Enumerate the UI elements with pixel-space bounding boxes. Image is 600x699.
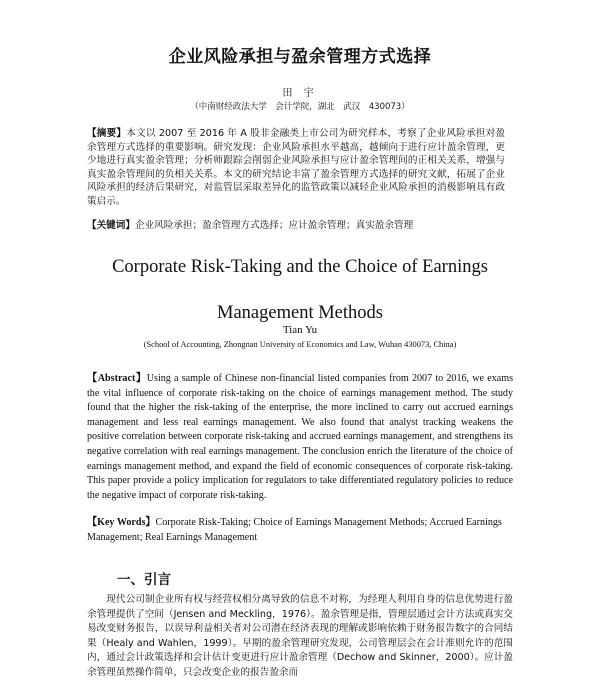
affiliation-chinese: （中南财经政法大学 会计学院，湖北 武汉 430073） <box>190 102 410 112</box>
paper-title-english <box>0 252 600 328</box>
keywords-label-english: 【Key Words】 <box>87 517 156 528</box>
abstract-label-chinese: 【摘要】 <box>87 128 127 139</box>
keywords-chinese <box>87 219 505 233</box>
paper-title-english-line2: Management Methods <box>217 303 383 323</box>
abstract-chinese <box>87 127 505 209</box>
author-name-chinese: 田 宇 <box>282 88 318 99</box>
abstract-label-english: 【Abstract】 <box>87 373 147 384</box>
section-heading-introduction: 一、引言 <box>117 572 171 588</box>
keywords-english <box>87 516 513 545</box>
keywords-label-chinese: 【关键词】 <box>87 220 135 231</box>
keywords-text-chinese: 企业风险承担；盈余管理方式选择；应计盈余管理；真实盈余管理 <box>134 220 414 231</box>
abstract-text-english: Using a sample of Chinese non-financial listed companies from 2007 to 2016, we exams the vital influence of corporate risk-taking on the choice of earnings management method. The study found that the higher the risk-taking of the enterprise, the more inclined to carry out accrued earnings management and less real earnings management. We also found that analyst tracking weakens the positive correlation between corporate risk-taking and accrued earnings management, and strengthens its negative correlation with real earnings management. The conclusion enrich the literature of the choice of earnings management method, and expand the field of economic consequences of corporate risk-taking. This paper provide a policy implication for regulators to take differentiated regulatory policies to reduce the negative impact of corporate risk-taking. <box>87 373 514 501</box>
paper-title-english-line1: Corporate Risk-Taking and the Choice of Earnings <box>112 257 488 277</box>
keywords-text-english: Corporate Risk-Taking; Choice of Earnings Management Methods; Accrued Earnings Management; Real Earnings Management <box>87 517 502 543</box>
introduction-paragraph: 现代公司制企业所有权与经营权相分离导致的信息不对称，为经理人利用自身的信息优势进行盈余管理提供了空间（Jensen and Meckling，1976）。盈余管理是指，管理层通过会计方法或真实交易改变财务报告，以误导利益相关者对公司潜在经济表现的理解或影响依赖于财务报告数字的合同结果（Healy and Wahlen，1999）。早期的盈余管理研究发现，公司管理层会在会计准则允许的范围内，通过会计政策选择和会计估计变更进行应计盈余管理（Dechow and Skinner，2000）。应计盈余管理虽然操作简单，只会改变企业的报告盈余而 <box>87 594 513 678</box>
author-name-english: Tian Yu <box>282 324 318 336</box>
abstract-english <box>87 372 513 503</box>
affiliation-english: (School of Accounting, Zhongnan University of Economics and Law, Wuhan 430073, China) <box>143 340 457 349</box>
abstract-text-chinese: 本文以 2007 至 2016 年 A 股非金融类上市公司为研究样本，考察了企业风险承担对盈余管理方式选择的重要影响。研究发现：企业风险承担水平越高，越倾向于进行应计盈余管理，更少地进行真实盈余管理；分析师跟踪会削弱企业风险承担与应计盈余管理间的正相关关系，增强与真实盈余管理间的负相关关系。本文的研究结论丰富了盈余管理方式选择的研究文献，拓展了企业风险承担的经济后果研究，对监管层采取差异化的监管政策以减轻企业风险承担的消极影响具有政策启示。 <box>87 128 505 207</box>
paper-title-chinese: 企业风险承担与盈余管理方式选择 <box>168 47 432 67</box>
